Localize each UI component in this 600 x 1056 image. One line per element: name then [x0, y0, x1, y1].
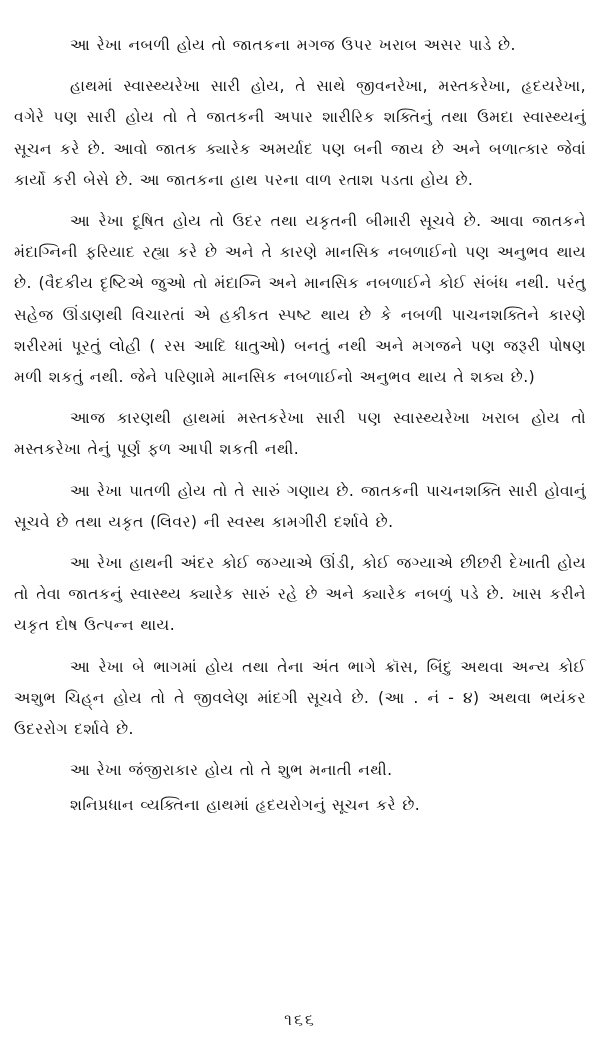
paragraph-1: આ રેખા નબળી હોય તો જાતકના મગજ ઉપર ખરાબ અસર પાડે છે. — [70, 36, 516, 54]
paragraph-4: આજ કારણથી હાથમાં મસ્તકરેખા સારી પણ સ્વાસ્થ્યરેખા ખરાબ હોય તો મસ્તકરેખા તેનું પૂર્ણ ફળ આપી શકતી નથી. — [14, 409, 586, 459]
paragraph-5: આ રેખા પાતળી હોય તો તે સારું ગણાય છે. જાતકની પાચનશક્તિ સારી હોવાનું સૂચવે છે તથા યકૃત (લિવર) ની સ્વસ્થ કામગીરી દર્શાવે છે. — [14, 481, 586, 531]
paragraph-2: હાથમાં સ્વાસ્થ્યરેખા સારી હોય, તે સાથે જીવનરેખા, મસ્તકરેખા, હૃદયરેખા, વગેરે પણ સારી હોય તો તે જાતકની અપાર શારીરિક શક્તિનું તથા ઉમદા સ્વાસ્થ્યનું સૂચન કરે છે. આવો જાતક ક્યારેક અમર્યાદ પણ બની જાય છે અને બળાત્કાર જેવાં કાર્યો કરી બેસે છે. આ જાતકના હાથ પરના વાળ રતાશ પડતા હોય છે. — [14, 77, 586, 189]
page-number: ૧૬૬ — [284, 1010, 316, 1029]
paragraph-7: આ રેખા બે ભાગમાં હોય તથા તેના અંત ભાગે ક્રૉસ, બિંદુ અથવા અન્ય કોઈ અશુભ ચિહ્‌ન હોય તો તે જીવલેણ માંદગી સૂચવે છે. (આ . નં - ૪) અથવા ભયંકર ઉદરરોગ દર્શાવે છે. — [14, 657, 586, 739]
paragraph-6: આ રેખા હાથની અંદર કોઈ જગ્યાએ ઊંડી, કોઈ જગ્યાએ છીછરી દેખાતી હોય તો તેવા જાતકનું સ્વાસ્થ્ય ક્યારેક સારું રહે છે અને ક્યારેક નબળું પડે છે. ખાસ કરીને યકૃત દોષ ઉત્પન્ન થાય. — [14, 554, 586, 635]
paragraph-9: શનિપ્રધાન વ્યક્તિના હાથમાં હૃદયરોગનું સૂચન કરે છે. — [70, 796, 421, 815]
paragraph-3: આ રેખા દૂષિત હોય તો ઉદર તથા યકૃતની બીમારી સૂચવે છે. આવા જાતકને મંદાગ્નિની ફરિયાદ રહ્યા કરે છે અને તે કારણે માનસિક નબળાઈનો પણ અનુભવ થાય છે. (વૈદકીય દૃષ્ટિએ જુઓ તો મંદાગ્નિ અને માનસિક નબળાઈને કોઈ સંબંધ નથી. પરંતુ સહેજ ઊંડાણથી વિચારતાં એ હકીકત સ્પષ્ટ થાય છે કે નબળી પાચનશક્તિને કારણે શરીરમાં પૂરતું લોહી ( રસ આદિ ધાતુઓ) બનતું નથી અને મગજને પણ જરૂરી પોષણ મળી શકતું નથી. જેને પરિણામે માનસિક નબળાઈનો અનુભવ થાય તે શક્ય છે.) — [14, 212, 586, 387]
paragraph-8: આ રેખા જંજીરાકાર હોય તો તે શુભ મનાતી નથી. — [70, 761, 393, 780]
